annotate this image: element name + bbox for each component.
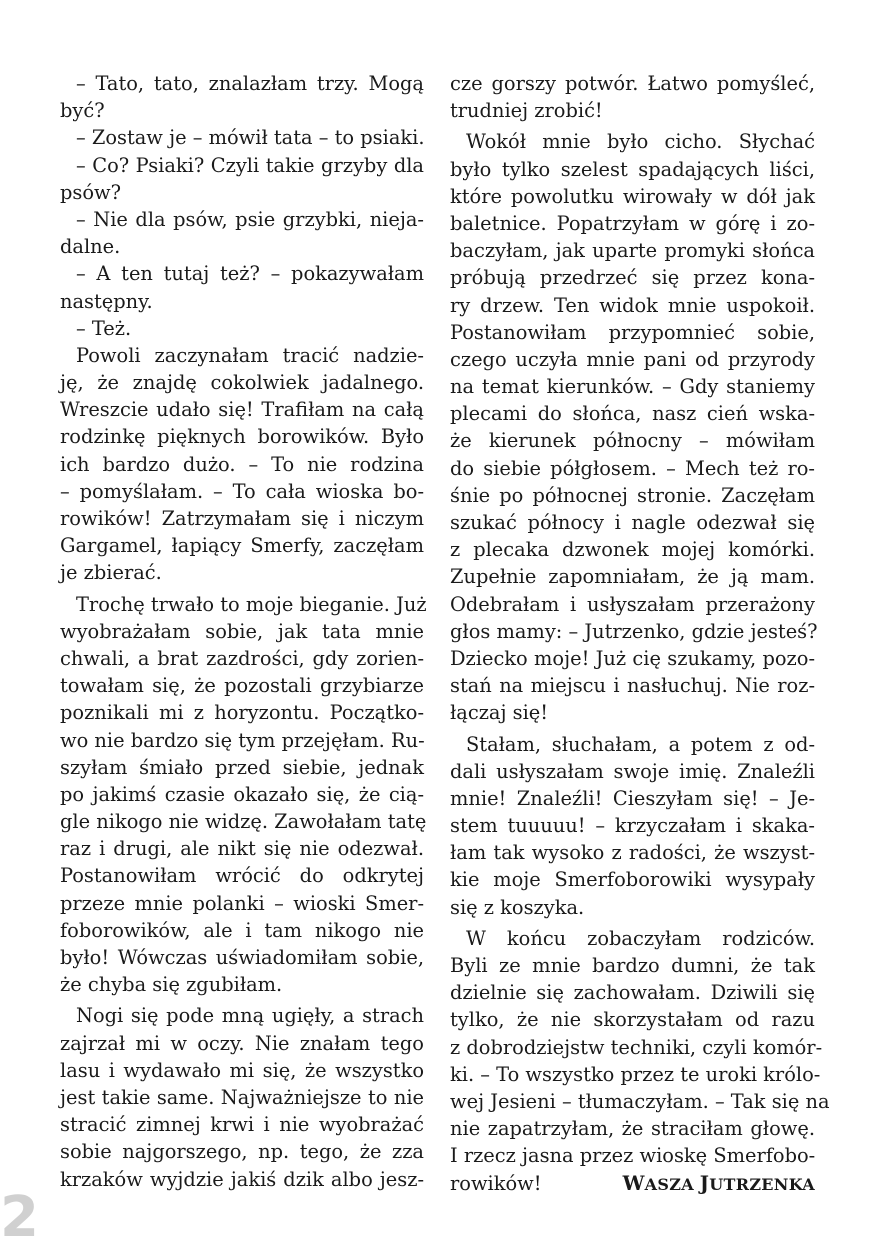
left-column (60, 70, 427, 1193)
text-line: zajrzał mi w oczy. Nie znałam tego (60, 1031, 424, 1055)
text-line: – Nie dla psów, psie grzybki, nieja- (76, 207, 424, 231)
text-line: Postanowiłam wrócić do odkrytej (60, 864, 424, 888)
text-line: foborowików, ale i tam nikogo nie (60, 918, 424, 942)
text-line: Wokół mnie było cicho. Słychać (466, 130, 815, 154)
text-line: śnie po północnej stronie. Zaczęłam (450, 483, 815, 507)
text-line: następny. (60, 289, 153, 313)
text-line: stem tuuuuu! – krzyczałam i skaka- (450, 814, 815, 838)
text-line: mnie! Znaleźli! Cieszyłam się! – Je- (450, 786, 815, 810)
text-line: Trochę trwało to moje bieganie. Już (76, 592, 427, 616)
text-line: Byli ze mnie bardzo dumni, że tak (450, 954, 815, 977)
text-line: Dziecko moje! Już cię szukamy, pozo- (450, 646, 815, 670)
page-number: 2 (0, 1185, 37, 1250)
text-line: po jakimś czasie okazało się, że cią- (60, 782, 424, 806)
text-line: raz i drugi, ale nikt się nie odezwał. (60, 837, 424, 861)
text-line: towałam się, że pozostali grzybiarze (60, 674, 424, 698)
text-line: nie zapatrzyłam, że straciłam głowę. (450, 1117, 815, 1141)
right-column (450, 70, 830, 1197)
text-line: W końcu zobaczyłam rodziców. (466, 926, 815, 950)
text-line: głos mamy: – Jutrzenko, gdzie jesteś? (450, 619, 818, 643)
text-line: chwali, a brat zazdrości, gdy zorien- (60, 646, 424, 670)
text-line: Powoli zaczynałam tracić nadzie- (76, 343, 424, 367)
text-line: ki. – To wszystko przez te uroki królo- (450, 1062, 821, 1086)
text-line: z plecaka dzwonek mojej komórki. (450, 538, 815, 562)
text-line: – Tato, tato, znalazłam trzy. Mogą (76, 72, 424, 95)
text-line: Wreszcie udało się! Trafiłam na całą (60, 398, 424, 422)
text-line: I rzecz jasna przez wioskę Smerfobo- (450, 1144, 816, 1168)
text-line: Odebrałam i usłyszałam przerażony (450, 592, 815, 616)
text-line: – Co? Psiaki? Czyli takie grzyby dla (76, 153, 424, 177)
text-line: rowików! Zatrzymałam się i niczym (60, 507, 424, 530)
text-line: się z koszyka. (450, 895, 585, 919)
text-line: ich bardzo dużo. – To nie rodzina (60, 452, 424, 476)
text-line: cze gorszy potwór. Łatwo pomyśleć, (450, 72, 815, 95)
text-line: dali usłyszałam swoje imię. Znaleźli (450, 759, 815, 783)
text-line: do siebie półgłosem. – Mech też ro- (450, 456, 815, 480)
text-line: – A ten tutaj też? – pokazywałam (76, 262, 424, 286)
text-line: – Też. (76, 316, 132, 340)
text-line: kie moje Smerfoborowiki wysypały (450, 868, 815, 892)
text-line: lasu i wydawało mi się, że wszystko (60, 1058, 424, 1082)
text-line: dalne. (60, 235, 121, 259)
text-line: tylko, że nie skorzystałam od razu (450, 1008, 815, 1032)
text-line: Postanowiłam przypomnieć sobie, (450, 320, 815, 344)
text-line: dzielnie się zachowałam. Dziwili się (450, 981, 815, 1005)
text-line: wo nie bardzo się tym przejęłam. Ru- (60, 728, 425, 752)
text-line: szyłam śmiało przed siebie, jednak (60, 755, 424, 779)
text-line: rodzinkę pięknych borowików. Było (60, 425, 424, 449)
text-line: że kierunek północny – mówiłam (450, 429, 815, 453)
text-line: próbują przedrzeć się przez kona- (450, 266, 815, 290)
text-line: – pomyślałam. – To cała wioska bo- (60, 479, 424, 503)
text-line: które powolutku wirowały w dół jak (450, 184, 815, 208)
text-line: Zupełnie zapomniałam, że ją mam. (450, 565, 815, 589)
text-line: poznikali mi z horyzontu. Początko- (60, 701, 424, 725)
text-line: Stałam, słuchałam, a potem z od- (466, 732, 815, 756)
text-line: wyobrażałam sobie, jak tata mnie (60, 619, 424, 643)
text-line: wej Jesieni – tłumaczyłam. – Tak się na (450, 1089, 830, 1113)
text-line: trudniej zrobić! (450, 99, 603, 123)
text-line: że chyba się zgubiłam. (60, 973, 283, 997)
text-line: łam tak wysoko z radości, że wszyst- (450, 841, 815, 865)
text-line: czego uczyła mnie pani od przyrody (450, 347, 815, 371)
text-line: szukać północy i nagle odezwał się (450, 511, 815, 534)
text-line: stań na miejscu i nasłuchuj. Nie roz- (450, 674, 815, 698)
text-line: krzaków wyjdzie jakiś dzik albo jesz- (60, 1167, 424, 1191)
text-line: stracić zimnej krwi i nie wyobrażać (60, 1113, 424, 1137)
text-line: było tylko szelest spadających liści, (450, 157, 815, 181)
text-line: psów? (60, 180, 122, 204)
text-line: plecami do słońca, nasz cień wska- (450, 402, 815, 426)
text-line: ry drzew. Ten widok mnie uspokoił. (450, 293, 815, 317)
text-line: jest takie same. Najważniejsze to nie (60, 1085, 424, 1109)
text-line: być? (60, 99, 105, 123)
text-line: gle nikogo nie widzę. Zawołałam tatę (60, 810, 427, 834)
text-line: było! Wówczas uświadomiłam sobie, (60, 946, 424, 969)
text-line: baletnice. Popatrzyłam w górę i zo- (450, 211, 815, 235)
text-line: je zbierać. (60, 561, 162, 585)
text-line: ję, że znajdę cokolwiek jadalnego. (60, 371, 424, 395)
text-line: baczyłam, jak uparte promyki słońca (450, 239, 815, 263)
text-line: sobie najgorszego, np. tego, że zza (60, 1140, 424, 1164)
text-line: przeze mnie polanki – wioski Smer- (60, 891, 424, 915)
closing-line (450, 1170, 815, 1197)
text-line: z dobrodziejstw techniki, czyli komór- (450, 1035, 823, 1059)
text-line: – Zostaw je – mówił tata – to psiaki. (76, 126, 425, 150)
text-line: Nogi się pode mną ugięły, a strach (76, 1004, 424, 1028)
text-line: Gargamel, łapiący Smerfy, zaczęłam (60, 534, 424, 558)
signature: WASZA JUTRZENKA (622, 1171, 815, 1195)
text-line: na temat kierunków. – Gdy staniemy (450, 375, 815, 399)
closing-text: rowików! (450, 1171, 542, 1195)
text-line: łączaj się! (450, 701, 549, 725)
